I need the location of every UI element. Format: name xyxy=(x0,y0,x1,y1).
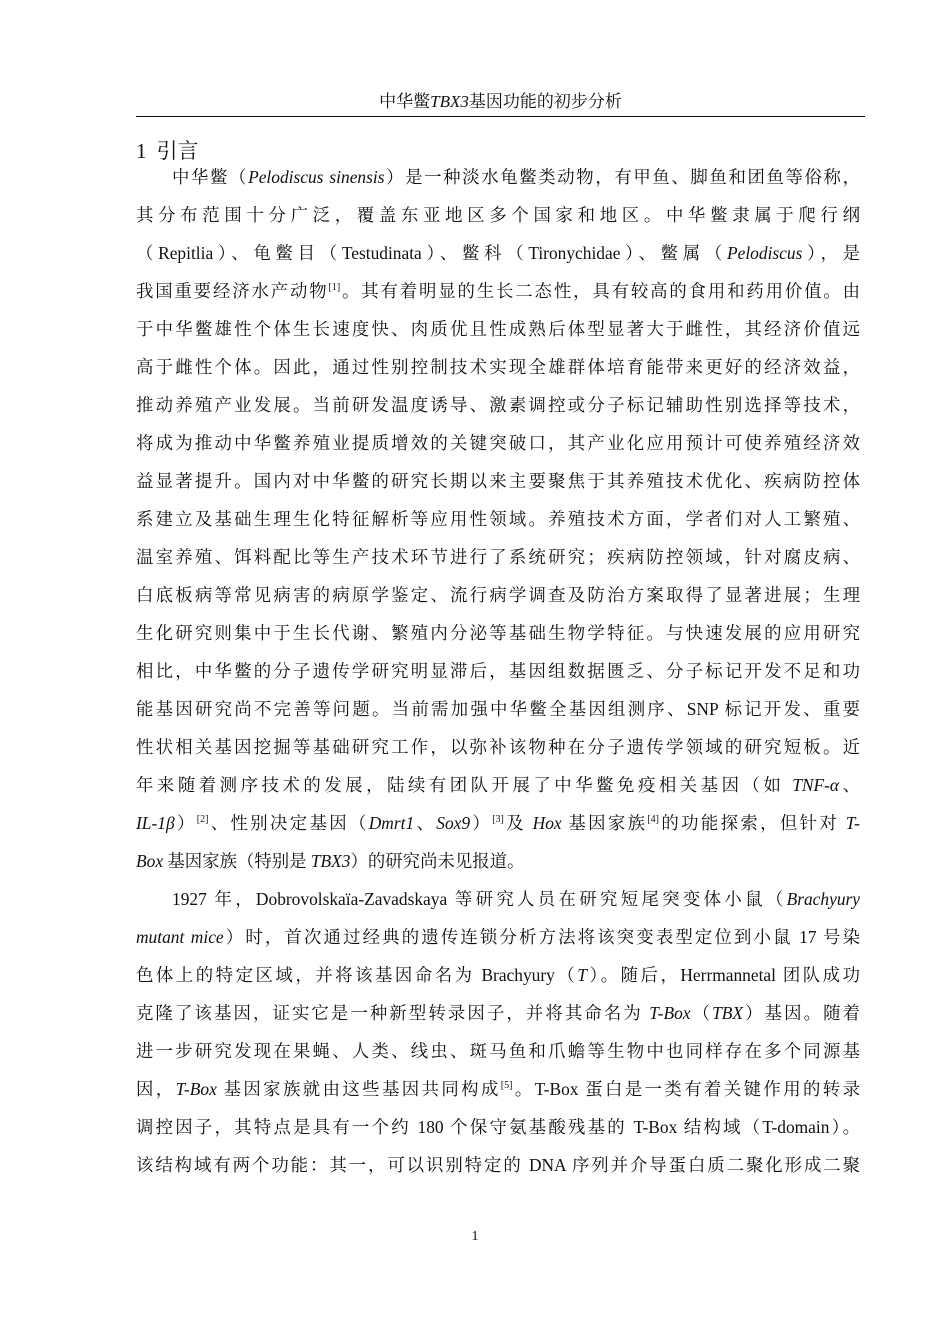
p2-line xyxy=(136,1032,860,1070)
gene-name: T-Box xyxy=(175,1079,217,1099)
p1-line xyxy=(136,386,860,424)
text-run: ）的研究尚未见报道。 xyxy=(350,851,525,871)
body-text xyxy=(136,158,860,1184)
text-run: 因， xyxy=(136,1079,176,1099)
text-run: ）。随后，Herrmannetal 团队成功 xyxy=(586,965,860,985)
p1-line xyxy=(136,348,860,386)
p1-line xyxy=(136,804,860,842)
italic-term: mutant mice xyxy=(136,927,224,947)
page-number: 1 xyxy=(471,1229,479,1244)
gene-name: TBX3 xyxy=(310,851,351,871)
p1-line xyxy=(136,576,860,614)
gene-name: Box xyxy=(136,851,164,871)
p1-line xyxy=(136,614,860,652)
p1-line xyxy=(136,158,860,196)
text-run: 基因家族 xyxy=(561,813,648,833)
citation-ref: [5] xyxy=(500,1080,513,1091)
text-run: 相比，中华鳖的分子遗传学研究明显滞后，基因组数据匮乏、分子标记开发不足和功 xyxy=(136,661,860,681)
text-run: 1927 年，Dobrovolskaïa-Zavadskaya 等研究人员在研究短尾突变体小鼠（ xyxy=(172,889,787,909)
text-run: 于中华鳖雄性个体生长速度快、肉质优且性成熟后体型显著大于雌性，其经济价值远 xyxy=(136,319,860,339)
text-run: （Repitlia）、龟鳖目（Testudinata）、鳖科（Tironychidae）、鳖属（ xyxy=(136,243,727,263)
citation-ref: [3] xyxy=(492,814,504,825)
text-run: 克隆了该基因，证实它是一种新型转录因子，并将其命名为 xyxy=(136,1003,650,1023)
gene-name: IL-1β xyxy=(136,813,175,833)
running-header xyxy=(136,90,865,114)
text-run: 的功能探索，但针对 xyxy=(659,813,846,833)
gene-name: T xyxy=(577,965,587,985)
section-title: 引言 xyxy=(156,139,199,163)
citation-ref: [2] xyxy=(196,814,209,825)
gene-name: Hox xyxy=(532,813,562,833)
citation-ref: [1] xyxy=(328,282,341,293)
p1-line xyxy=(136,538,860,576)
gene-name: TNF-α xyxy=(792,775,840,795)
text-run: ）时，首次通过经典的遗传连锁分析方法将该突变表型定位到小鼠 17 号染 xyxy=(223,927,860,947)
text-run: 将成为推动中华鳖养殖业提质增效的关键突破口，其产业化应用预计可使养殖经济效 xyxy=(136,433,860,453)
text-run: 中华鳖（ xyxy=(172,167,249,187)
text-run: 基因家族就由这些基因共同构成 xyxy=(216,1079,501,1099)
p1-line xyxy=(136,690,860,728)
text-run: 温室养殖、饵料配比等生产技术环节进行了系统研究；疾病防控领域，针对腐皮病、 xyxy=(136,547,860,567)
p2-line xyxy=(136,880,860,918)
text-run: ）基因。随着 xyxy=(743,1003,860,1023)
text-run: 。其有着明显的生长二态性，具有较高的食用和药用价值。由 xyxy=(340,281,860,301)
gene-name: Dmrt1 xyxy=(368,813,415,833)
text-run: 其分布范围十分广泛，覆盖东亚地区多个国家和地区。中华鳖隶属于爬行纲 xyxy=(136,205,860,225)
header-title-pre: 中华鳖 xyxy=(379,92,431,111)
citation-ref: [4] xyxy=(647,814,660,825)
p1-line xyxy=(136,462,860,500)
header-title-gene: TBX3 xyxy=(430,92,469,111)
text-run: 基因家族（特别是 xyxy=(163,851,311,871)
text-run: 、 xyxy=(414,813,437,833)
text-run: ）是一种淡水龟鳖类动物，有甲鱼、脚鱼和团鱼等俗称， xyxy=(384,167,860,187)
text-run: 系建立及基础生理生化特征解析等应用性领域。养殖技术方面，学者们对人工繁殖、 xyxy=(136,509,860,529)
text-run: 进一步研究发现在果蝇、人类、线虫、斑马鱼和爪蟾等生物中也同样存在多个同源基 xyxy=(136,1041,860,1061)
text-run: ） xyxy=(470,813,493,833)
species-name: Pelodiscus sinensis xyxy=(248,167,385,187)
text-run: 、性别决定基因（ xyxy=(208,813,369,833)
text-run: （ xyxy=(690,1003,713,1023)
genus-name: Pelodiscus xyxy=(727,243,803,263)
text-run: 及 xyxy=(503,813,533,833)
text-run: 能基因研究尚不完善等问题。当前需加强中华鳖全基因组测序、SNP 标记开发、重要 xyxy=(136,699,860,719)
p2-line xyxy=(136,1146,860,1184)
p2-line xyxy=(136,994,860,1032)
p1-line xyxy=(136,424,860,462)
section-number: 1 xyxy=(136,139,147,163)
text-run: 生化研究则集中于生长代谢、繁殖内分泌等基础生物学特征。与快速发展的应用研究 xyxy=(136,623,860,643)
p1-line xyxy=(136,272,860,310)
text-run: 调控因子，其特点是具有一个约 180 个保守氨基酸残基的 T-Box 结构域（T-domain）。 xyxy=(136,1117,860,1137)
text-run: 该结构域有两个功能：其一，可以识别特定的 DNA 序列并介导蛋白质二聚化形成二聚 xyxy=(136,1155,860,1175)
gene-name: T-Box xyxy=(649,1003,691,1023)
p1-line xyxy=(136,234,860,272)
p1-line xyxy=(136,728,860,766)
text-run: 白底板病等常见病害的病原学鉴定、流行病学调查及防治方案取得了显著进展；生理 xyxy=(136,585,860,605)
p1-line xyxy=(136,500,860,538)
p1-line xyxy=(136,652,860,690)
text-run: 高于雌性个体。因此，通过性别控制技术实现全雄群体培育能带来更好的经济效益， xyxy=(136,357,860,377)
text-run: 色体上的特定区域，并将该基因命名为 Brachyury（ xyxy=(136,965,578,985)
p2-line xyxy=(136,1070,860,1108)
text-run: 性状相关基因挖掘等基础研究工作，以弥补该物种在分子遗传学领域的研究短板。近 xyxy=(136,737,860,757)
p1-line xyxy=(136,766,860,804)
text-run: 推动养殖产业发展。当前研发温度诱导、激素调控或分子标记辅助性别选择等技术， xyxy=(136,395,860,415)
text-run: 我国重要经济水产动物 xyxy=(136,281,329,301)
gene-name: T- xyxy=(845,813,860,833)
p2-line xyxy=(136,918,860,956)
text-run: 益显著提升。国内对中华鳖的研究长期以来主要聚焦于其养殖技术优化、疾病防控体 xyxy=(136,471,860,491)
p1-line xyxy=(136,196,860,234)
text-run: 年来随着测序技术的发展，陆续有团队开展了中华鳖免疫相关基因（如 xyxy=(136,775,793,795)
p1-line xyxy=(136,310,860,348)
italic-term: Brachyury xyxy=(786,889,860,909)
p1-line xyxy=(136,842,860,880)
gene-name: TBX xyxy=(712,1003,744,1023)
header-rule xyxy=(136,116,865,117)
text-run: 。T-Box 蛋白是一类有着关键作用的转录 xyxy=(512,1079,860,1099)
text-run: 、 xyxy=(839,775,860,795)
header-title-post: 基因功能的初步分析 xyxy=(468,92,622,111)
p2-line xyxy=(136,1108,860,1146)
p2-line xyxy=(136,956,860,994)
text-run: ），是 xyxy=(802,243,860,263)
text-run: ） xyxy=(174,813,197,833)
gene-name: Sox9 xyxy=(436,813,471,833)
